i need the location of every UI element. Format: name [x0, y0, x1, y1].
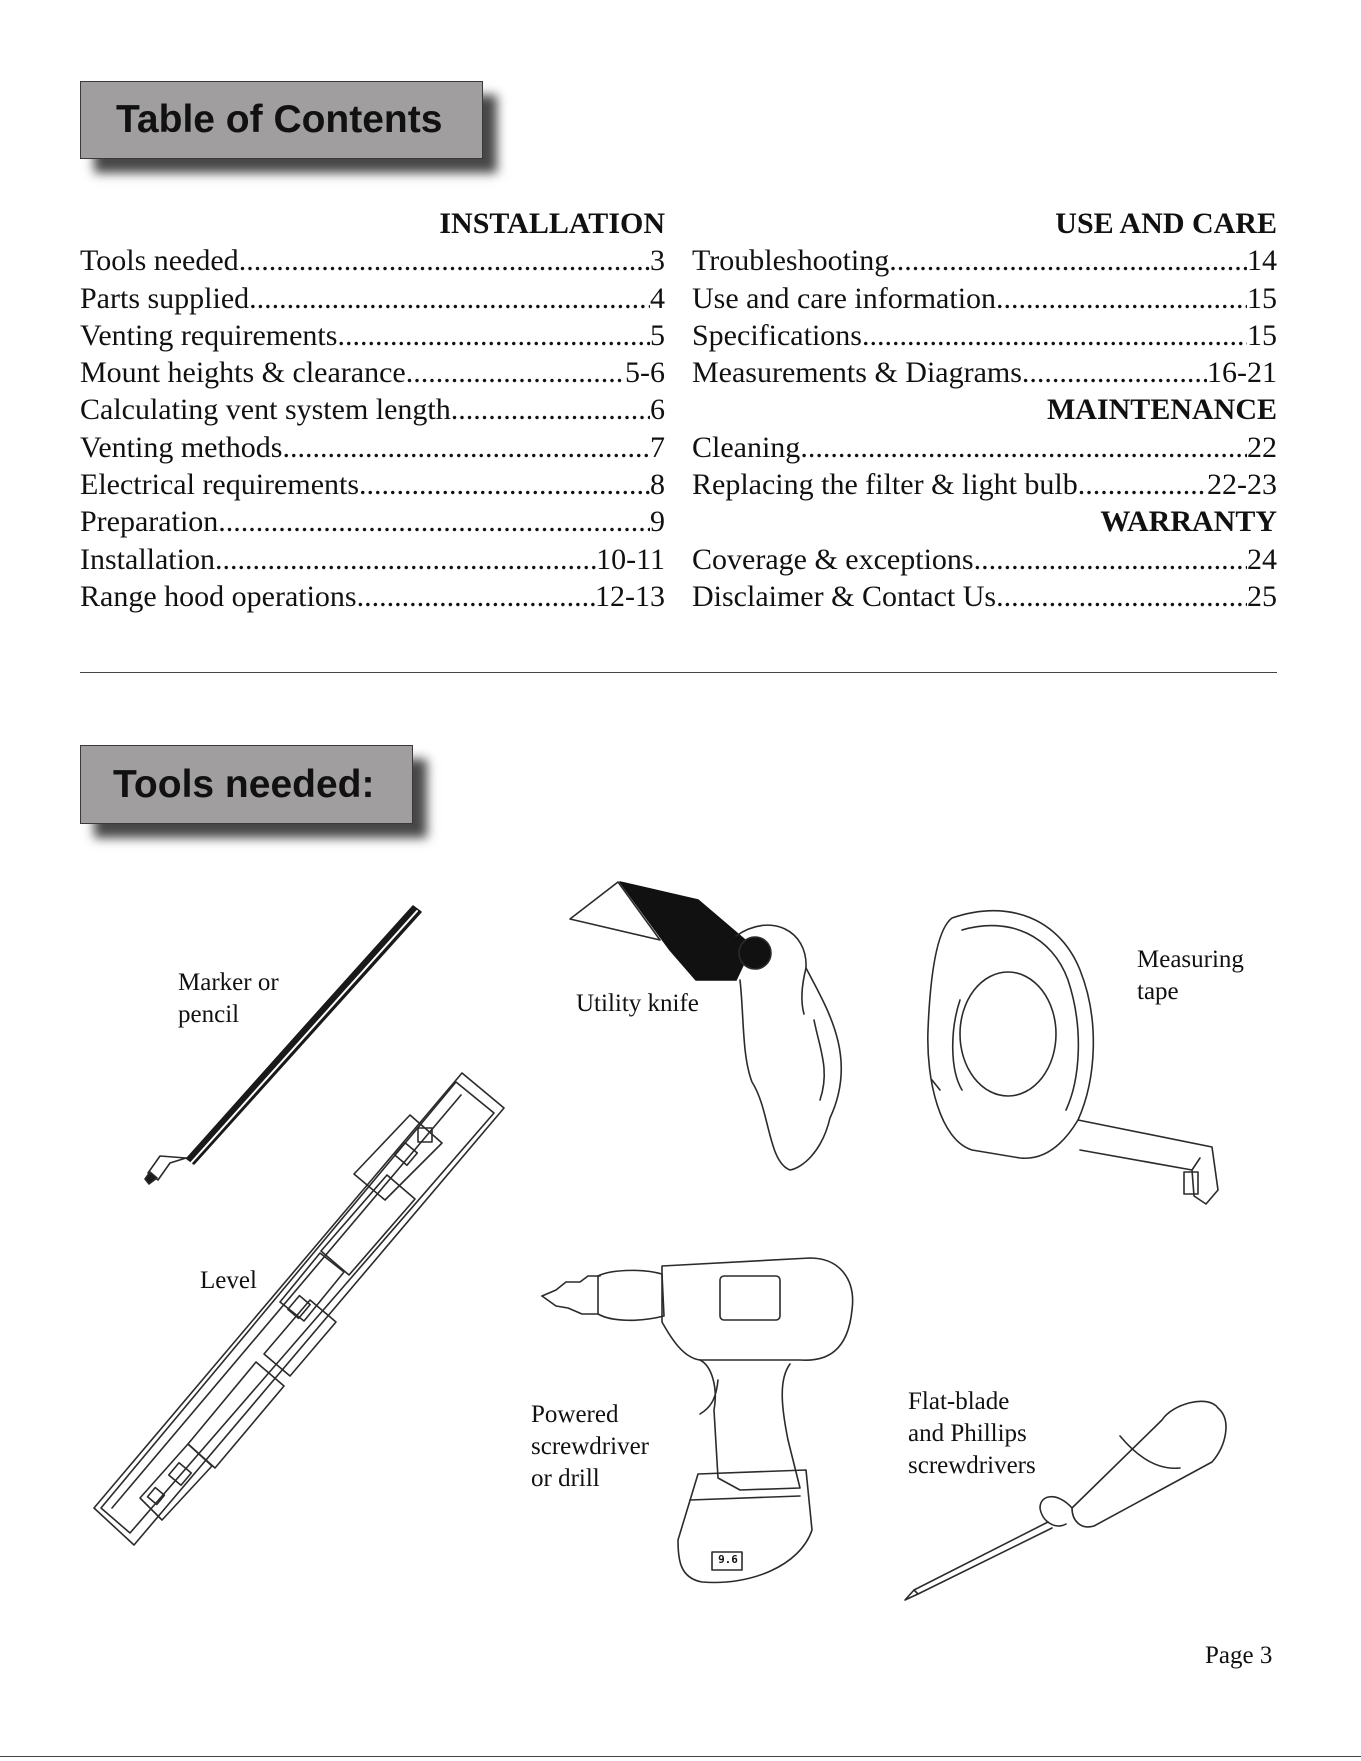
pencil-icon — [145, 906, 421, 1184]
toc-entry-title: Replacing the filter & light bulb — [692, 468, 1078, 502]
level-label: Level — [200, 1267, 257, 1294]
toc-section-installation: INSTALLATION — [439, 207, 665, 240]
toc-entry-page: 15 — [1247, 281, 1277, 315]
toc-entry-title: Troubleshooting — [692, 244, 890, 278]
toc-entry-page: 5-6 — [625, 356, 665, 390]
toc-entry-title: Cleaning — [692, 430, 801, 464]
tools-heading-text: Tools needed: — [113, 762, 375, 806]
toc-entry-page: 6 — [650, 393, 665, 427]
toc-entry-title: Venting requirements — [80, 318, 338, 352]
toc-entry-title: Disclaimer & Contact Us — [692, 579, 997, 613]
toc-entry-page: 22 — [1247, 430, 1277, 464]
level-icon — [94, 1073, 504, 1545]
marker-label: Marker or pencil — [178, 969, 279, 1028]
screwdrivers-label: Flat-blade and Phillips screwdrivers — [908, 1388, 1036, 1479]
toc-entry-page: 9 — [650, 505, 665, 539]
toc-entry-page: 25 — [1247, 579, 1277, 613]
measuring-tape-label: Measuring tape — [1137, 946, 1244, 1005]
bottom-rule — [0, 1756, 1361, 1757]
toc-entry-page: 3 — [650, 244, 665, 278]
toc-entry-title: Preparation — [80, 505, 219, 539]
toc-entry-title: Mount heights & clearance — [80, 356, 406, 390]
toc-entry-page: 5 — [650, 318, 665, 352]
toc-entry-title: Electrical requirements — [80, 468, 360, 502]
toc-entry-page: 15 — [1247, 318, 1277, 352]
drill-label: Powered screwdriver or drill — [531, 1401, 649, 1492]
toc-entry-page: 12-13 — [595, 579, 665, 613]
utility-knife-icon — [570, 882, 841, 1170]
toc-entry-title: Installation — [80, 542, 215, 576]
toc-entry-page: 22-23 — [1207, 468, 1277, 502]
toc-section-use-and-care: USE AND CARE — [1055, 207, 1277, 240]
toc-entry-title: Specifications — [692, 318, 862, 352]
toc-entry-page: 10-11 — [596, 542, 665, 576]
toc-entry-title: Parts supplied — [80, 281, 250, 315]
battery-marking: 9.6 — [718, 1553, 738, 1566]
toc-entry-title: Coverage & exceptions — [692, 542, 974, 576]
utility-knife-label: Utility knife — [576, 990, 699, 1017]
toc-entry-page: 8 — [650, 468, 665, 502]
toc-entry-title: Measurements & Diagrams — [692, 356, 1022, 390]
toc-section-maintenance: MAINTENANCE — [1046, 393, 1277, 427]
toc-entry-page: 7 — [650, 430, 665, 464]
toc-entry-title: Use and care information — [692, 281, 997, 315]
toc-entry-page: 16-21 — [1207, 356, 1277, 390]
page-number: Page 3 — [1205, 1642, 1273, 1669]
toc-entry-page: 4 — [650, 281, 665, 315]
toc-entry-title: Tools needed — [80, 244, 239, 278]
toc-entry-page: 24 — [1247, 542, 1277, 576]
toc-entry-title: Venting methods — [80, 430, 283, 464]
toc-entry-title: Range hood operations — [80, 579, 357, 613]
toc-heading-text: Table of Contents — [116, 98, 443, 141]
toc-section-warranty: WARRANTY — [1100, 505, 1277, 539]
toc-entry-page: 14 — [1247, 244, 1277, 278]
toc-entry-title: Calculating vent system length — [80, 393, 451, 427]
